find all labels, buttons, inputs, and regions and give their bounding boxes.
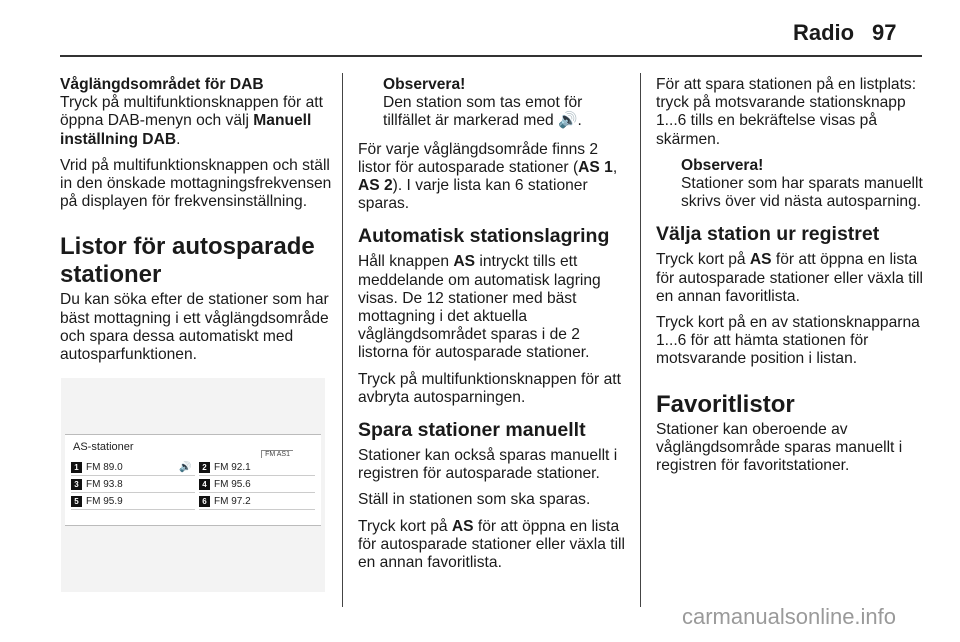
station-freq: FM 97.2 [214, 496, 251, 507]
paragraph-cancel-autosave: Tryck på multifunktionsknappen för att avbryta autosparningen. [358, 370, 621, 406]
heading-dab: Våglängdsområdet för DAB [60, 76, 264, 93]
heading-select-station: Välja station ur registret [656, 223, 880, 246]
heading-manual-save: Spara stationer manuellt [358, 419, 586, 442]
text: För varje våglängdsområde finns 2 listor för autosparade stationer ( [358, 140, 599, 176]
text: ). I varje lista kan 6 stationer sparas. [358, 177, 588, 213]
slot-number: 2 [199, 462, 210, 473]
speaker-icon: 🔊 [179, 462, 192, 473]
station-freq: FM 95.9 [86, 496, 123, 507]
column-divider-1 [342, 73, 343, 607]
slot-number: 5 [71, 496, 82, 507]
paragraph-recall-station: Tryck kort på en av stationsknapparna 1...6 för att hämta stationen för motsvarande position i listan. [656, 314, 920, 368]
menu-item-name: Manuell inställning DAB [60, 112, 312, 148]
page-number: 97 [872, 20, 897, 45]
station-freq: FM 95.6 [214, 479, 251, 490]
paragraph-save-slot: För att spara stationen på en listplats: tryck på motsvarande stationsknapp 1...6 tills en bekräftelse visas på skärmen. [656, 76, 917, 148]
as-stations-screen [65, 434, 321, 526]
paragraph-autosave-intro: Du kan söka efter de stationer som har bäst mottagning i ett våglängdsområde och spara dessa automatiskt med autosparfunktionen. [60, 291, 329, 364]
station-slot-5[interactable] [71, 495, 195, 510]
paragraph-tuning: Vrid på multifunktionsknappen och ställ in den önskade mottagningsfrekvensen på displayen för frekvensinställning. [60, 156, 332, 211]
text: Tryck kort på [358, 517, 452, 535]
paragraph-as-lists [358, 141, 630, 214]
as2-label: AS 2 [358, 177, 393, 195]
station-slot-4[interactable] [199, 478, 315, 493]
text: Tryck på multifunktionsknappen för att öppna DAB-menyn och välj [60, 94, 323, 130]
watermark: carmanualsonline.info [682, 604, 897, 629]
paragraph-press-as [358, 518, 630, 573]
station-slot-2[interactable] [199, 461, 315, 476]
note-current-station [383, 76, 630, 131]
paragraph-favorites: Stationer kan oberoende av våglängdsområde sparas manuellt i registren för favoritstationer. [656, 420, 903, 475]
station-freq: FM 89.0 [86, 462, 123, 473]
column-3 [656, 76, 928, 483]
text: . [176, 130, 181, 148]
note-text: Den station som tas emot för tillfället är markerad med 🔊. [383, 94, 583, 130]
paragraph-manual-save: Stationer kan också sparas manuellt i registren för autosparade stationer. [358, 447, 618, 483]
text: intryckt tills ett meddelande om automatisk lagring visas. De 12 stationer med bäst mottagning i det aktuella våglängdsområdet sparas i de 2 listorna för autosparade stationer. [358, 253, 601, 362]
station-freq: FM 93.8 [86, 479, 123, 490]
text: Tryck kort på [656, 251, 750, 269]
slot-number: 3 [71, 479, 82, 490]
station-slot-1[interactable] [71, 461, 195, 476]
text: för att öppna en lista för autosparade stationer eller växla till en annan favoritlista. [358, 517, 625, 572]
column-2 [358, 76, 630, 580]
heading-auto-storage: Automatisk stationslagring [358, 225, 610, 248]
note-title: Observera! [681, 156, 764, 174]
note-text: Stationer som har sparats manuellt skrivs över vid nästa autosparning. [681, 175, 923, 211]
note-overwrite [681, 157, 928, 212]
screen-band-tag: FM AS1 [261, 450, 293, 458]
as1-label: AS 1 [578, 158, 613, 176]
station-slot-3[interactable] [71, 478, 195, 493]
heading-favorites: Favoritlistor [656, 390, 795, 418]
slot-number: 6 [199, 496, 210, 507]
slot-number: 1 [71, 462, 82, 473]
column-1 [60, 76, 332, 372]
page-section-title: Radio [793, 20, 855, 45]
slot-number: 4 [199, 479, 210, 490]
paragraph-dab-menu [60, 94, 332, 149]
paragraph-tune-station: Ställ in stationen som ska sparas. [358, 491, 591, 509]
text: för att öppna en lista för autosparade stationer eller växla till en annan favoritlista. [656, 251, 923, 305]
paragraph-auto-storage [358, 253, 630, 362]
text: Håll knappen [358, 253, 454, 271]
column-divider-2 [640, 73, 641, 607]
heading-autosave-lists: Listor för autosparade stationer [60, 233, 315, 289]
header-divider [60, 55, 922, 57]
note-title: Observera! [383, 76, 466, 93]
station-freq: FM 92.1 [214, 462, 251, 473]
display-illustration [61, 378, 325, 592]
text: , [612, 158, 618, 176]
station-slot-6[interactable] [199, 495, 315, 510]
screen-title: AS-stationer [73, 441, 134, 453]
as-button-label: AS [453, 253, 476, 271]
as-button-label: AS [451, 517, 474, 535]
as-button-label: AS [749, 251, 772, 269]
paragraph-open-list [656, 251, 928, 306]
